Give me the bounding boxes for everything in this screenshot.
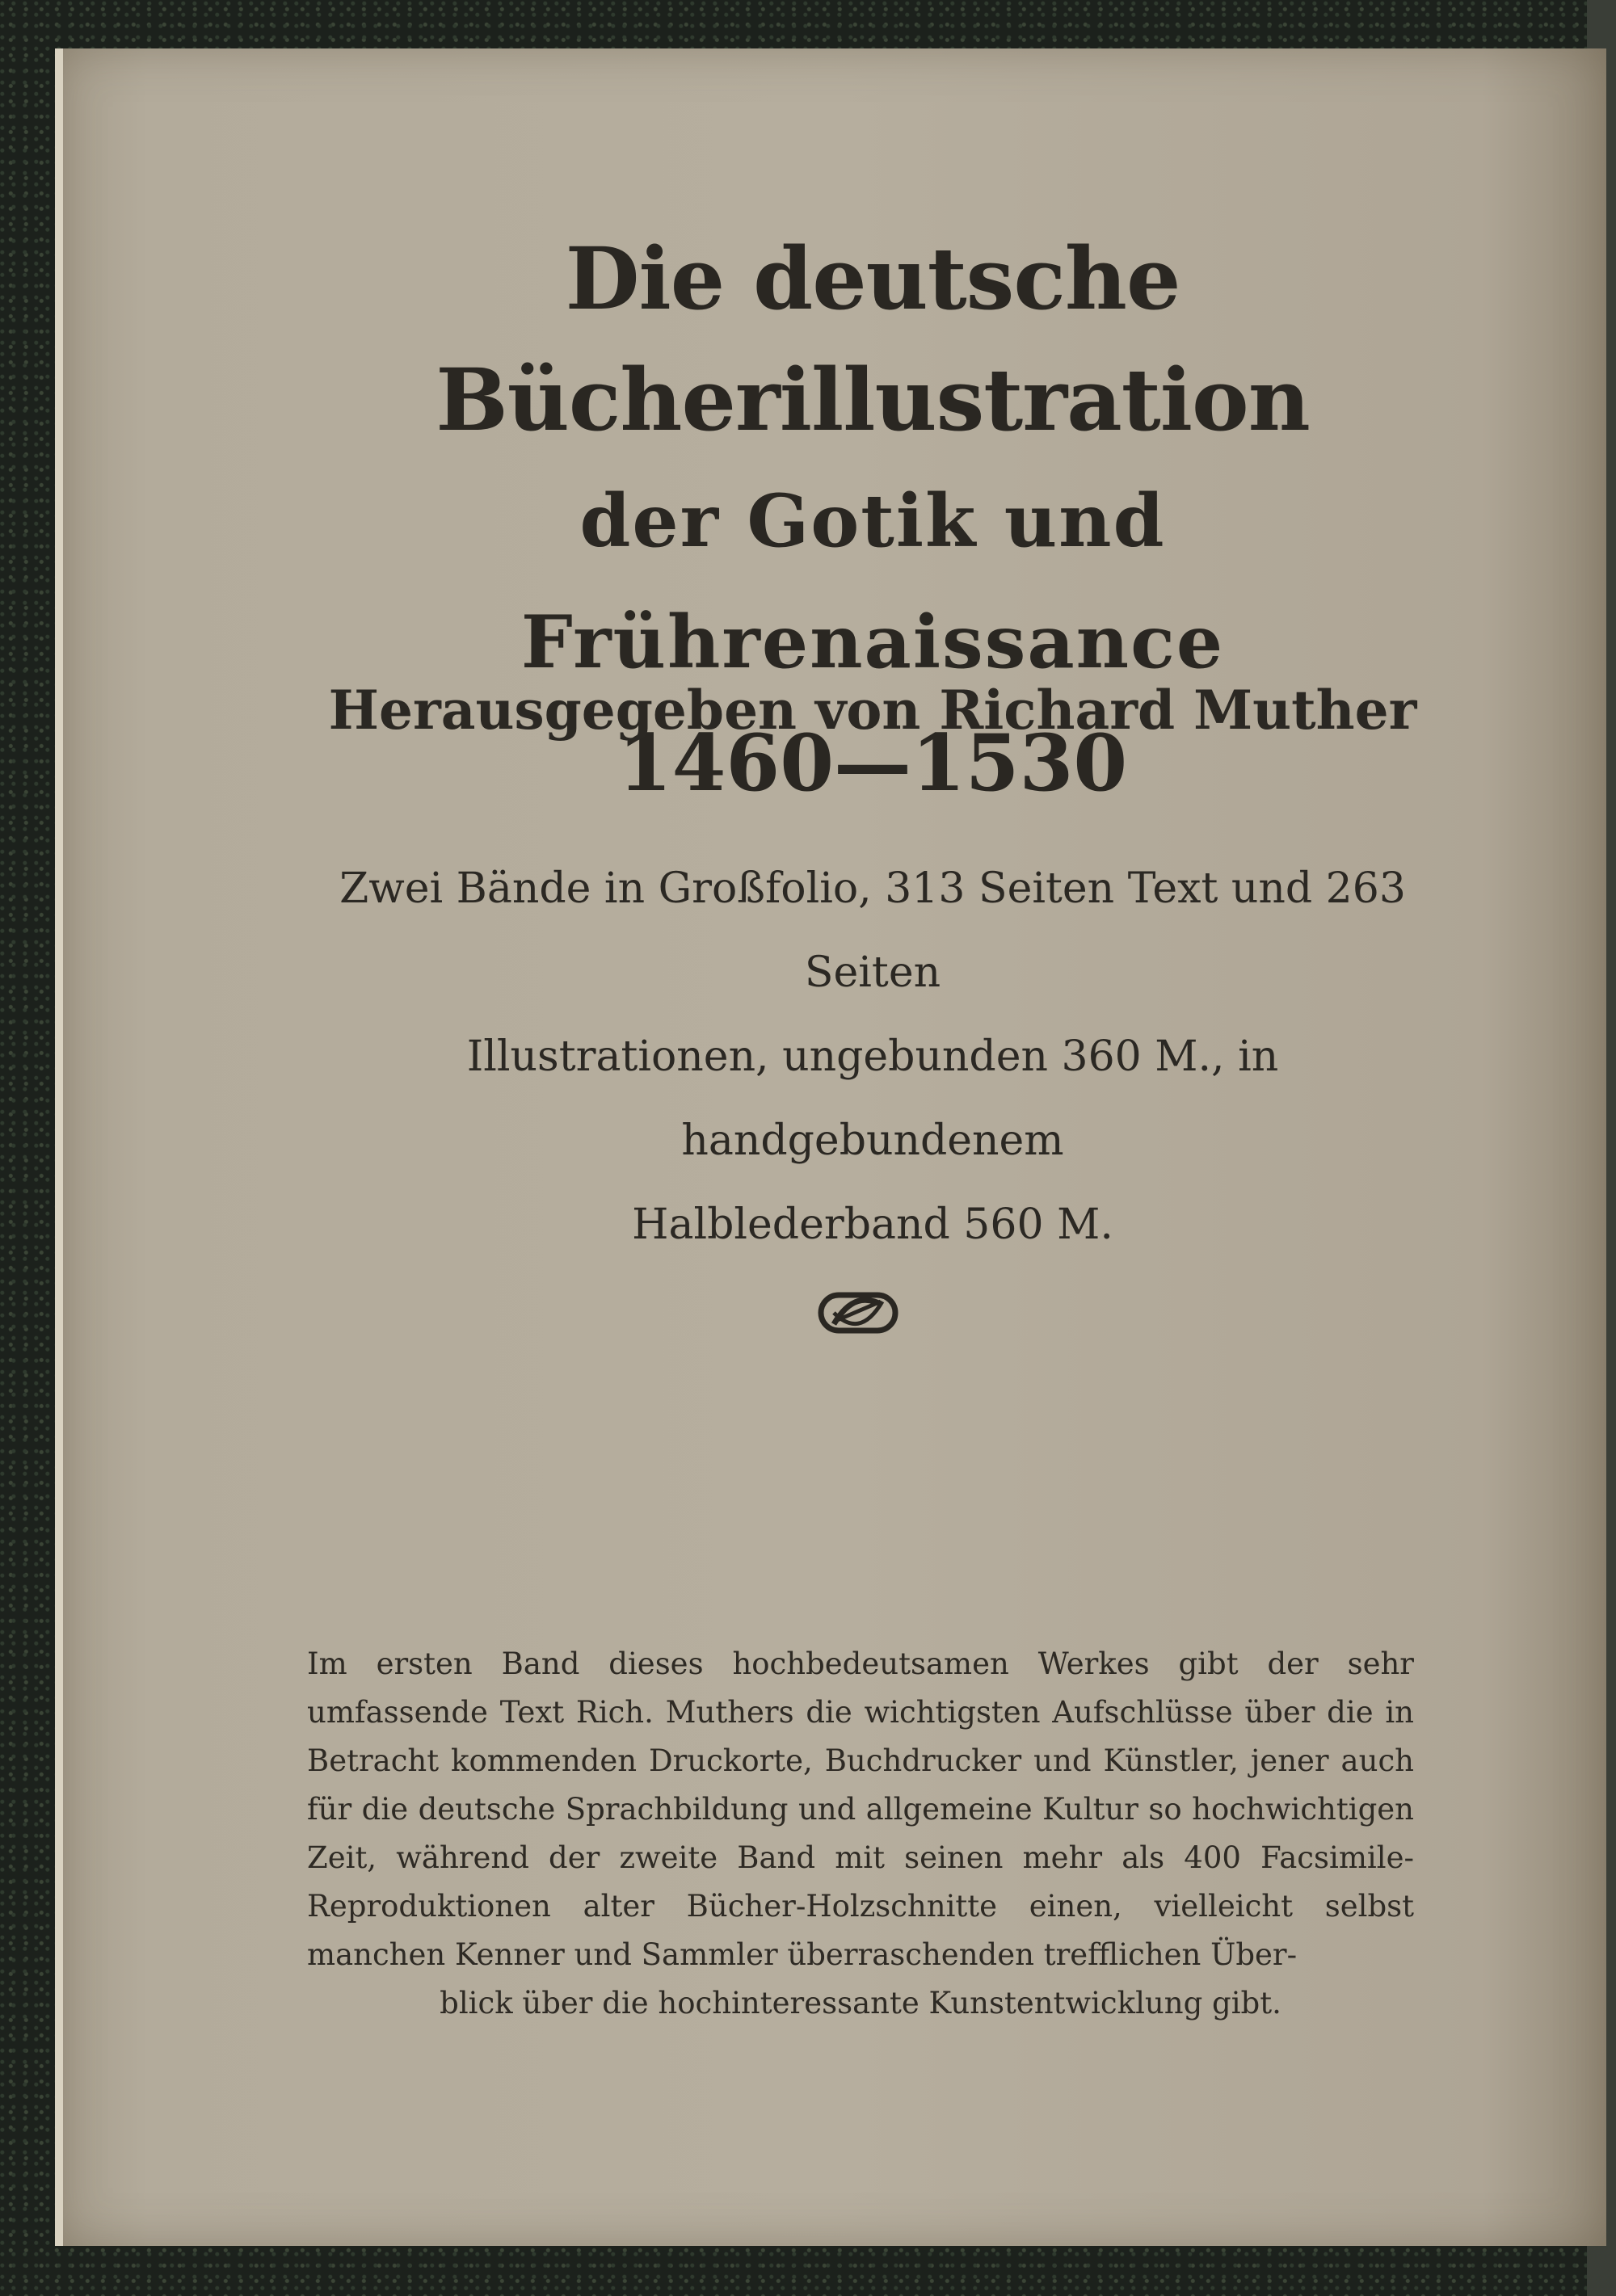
- description-paragraph: [307, 1640, 1414, 2028]
- title-line-1: Die deutsche Bücherillustration: [436, 228, 1310, 450]
- edition-details: [291, 847, 1454, 1267]
- title-line-2: der Gotik und Frührenaissance: [520, 478, 1225, 685]
- description-body: Im ersten Band dieses hochbedeutsamen Werkes gibt der sehr umfassende Text Rich. Muthers die wichtigsten Aufschlüsse über die in Betracht kommenden Druckorte, Buchdrucker und Künstler, jener auch für die deutsche Sprachbildung und allgemeine Kultur so hochwichtigen Zeit, während der zweite Band mit seinen mehr als 400 Facsimile-Reproduktionen alter Bücher-Holzschnitte einen, vielleicht selbst manchen Kenner und Sammler überraschenden trefflichen Über-: [307, 1646, 1414, 1972]
- details-line-1: Zwei Bände in Großfolio, 313 Seiten Text und 263 Seiten: [339, 864, 1406, 997]
- page-left-edge: [55, 48, 63, 2246]
- editor-line: Herausgegeben von Richard Muther: [328, 679, 1417, 742]
- interlace-knot-ornament-icon: [818, 1289, 898, 1337]
- details-line-3: Halblederband 560 M.: [632, 1201, 1113, 1249]
- title-years: 1460—1530: [617, 717, 1128, 809]
- details-line-2: Illustrationen, ungebunden 360 M., in handgebundenem: [466, 1032, 1279, 1165]
- description-last-line: blick über die hochinteressante Kunstentwicklung gibt.: [440, 1986, 1281, 2021]
